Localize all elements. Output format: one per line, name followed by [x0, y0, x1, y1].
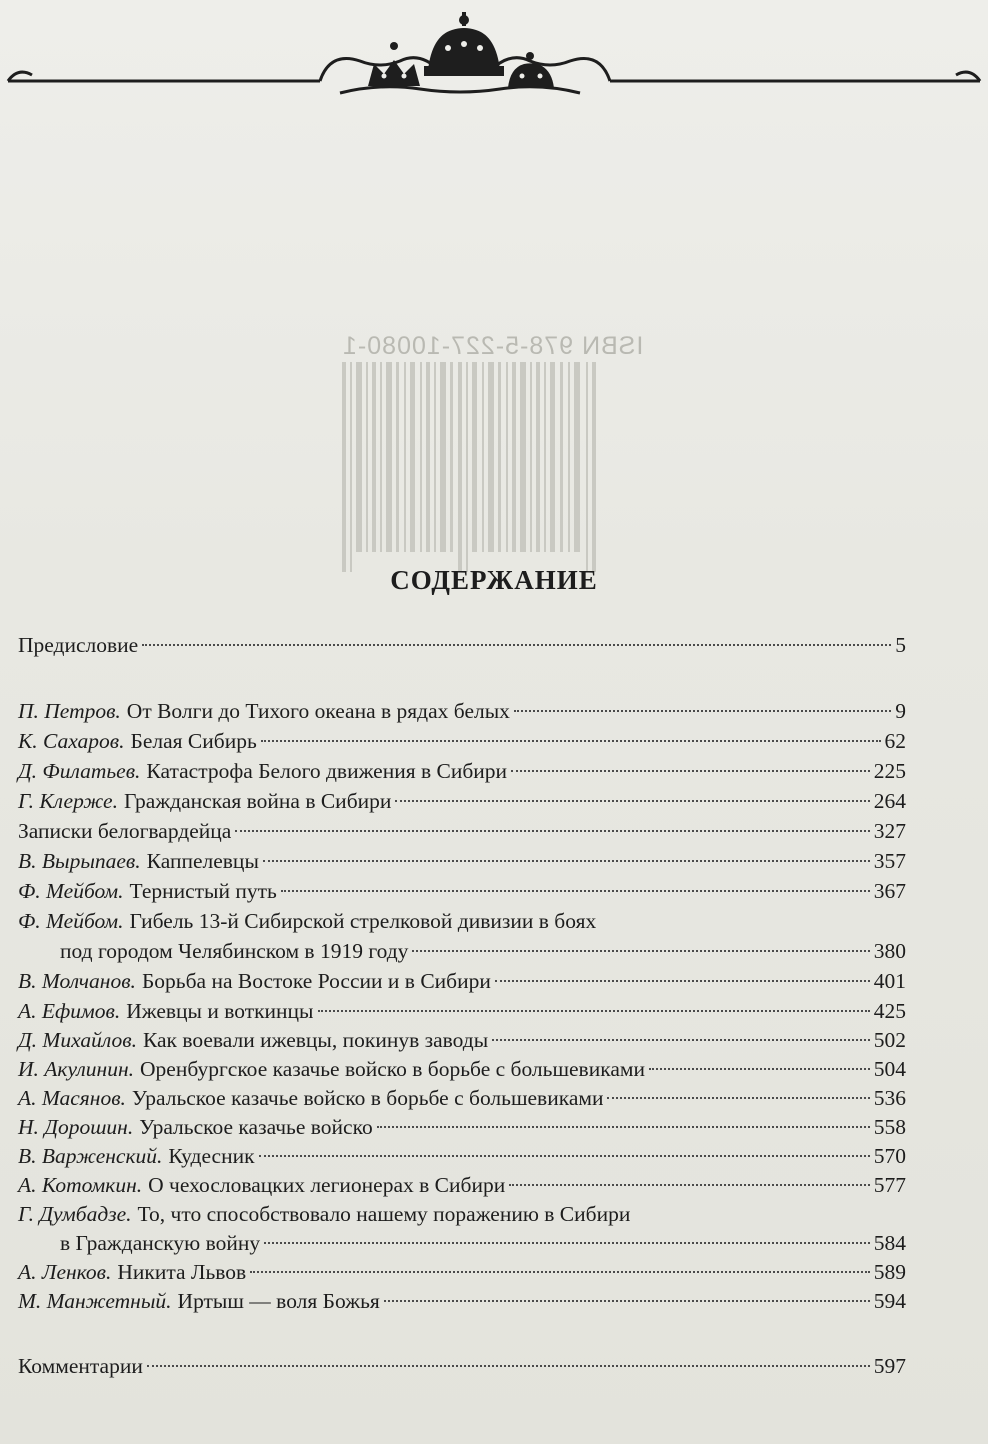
- toc-leader-dots: [147, 1365, 870, 1367]
- toc-leader-dots: [263, 860, 870, 862]
- barcode-show-through-icon: [342, 362, 602, 572]
- toc-entry: [18, 1257, 906, 1287]
- crown-ornament-icon: [0, 8, 988, 108]
- toc-author: Д. Михайлов.: [18, 1028, 137, 1052]
- toc-entry: [18, 786, 906, 816]
- toc-author: В. Варженский.: [18, 1144, 163, 1168]
- toc-author: И. Акулинин.: [18, 1057, 135, 1081]
- toc-author: Д. Филатьев.: [18, 759, 141, 783]
- toc-title: Уральское казачье войско: [139, 1115, 373, 1139]
- toc-page: 62: [884, 729, 906, 753]
- toc-leader-dots: [395, 800, 869, 802]
- toc-page: 401: [873, 969, 906, 993]
- toc-leader-dots: [250, 1271, 870, 1273]
- toc-entry: [18, 1170, 906, 1200]
- toc-title: Ижевцы и воткинцы: [126, 999, 314, 1023]
- toc-leader-dots: [649, 1068, 870, 1070]
- toc-title: Записки белогвардейца: [18, 819, 232, 843]
- toc-page: 367: [873, 879, 906, 903]
- toc-entry: [18, 1351, 906, 1381]
- toc-page: 357: [873, 849, 906, 873]
- toc-entry: [18, 1141, 906, 1171]
- toc-title: От Волги до Тихого океана в рядах белых: [126, 699, 510, 723]
- toc-entry: [18, 1025, 906, 1055]
- toc-title: Иртыш — воля Божья: [177, 1289, 380, 1313]
- toc-entry-second-line: [60, 1228, 906, 1258]
- toc-page: 577: [873, 1173, 906, 1197]
- toc-author: А. Ефимов.: [18, 999, 121, 1023]
- toc-page: 264: [873, 789, 906, 813]
- toc-page: 225: [873, 759, 906, 783]
- toc-entry-second-line: [60, 936, 906, 966]
- toc-leader-dots: [412, 950, 869, 952]
- toc-title: Гражданская война в Сибири: [123, 789, 392, 813]
- toc-leader-dots: [492, 1039, 870, 1041]
- toc-entry: [18, 1112, 906, 1142]
- toc-author: А. Масянов.: [18, 1086, 126, 1110]
- toc-title: То, что способствовало нашему поражению в Сибири: [137, 1202, 631, 1226]
- toc-page: 327: [873, 819, 906, 843]
- toc-title: Комментарии: [18, 1354, 143, 1378]
- toc-leader-dots: [261, 740, 881, 742]
- toc-entry: [18, 1083, 906, 1113]
- toc-title: Уральское казачье войско в борьбе с большевиками: [131, 1086, 604, 1110]
- toc-page: 380: [873, 939, 906, 963]
- toc-author: Г. Клерже.: [18, 789, 118, 813]
- toc-leader-dots: [264, 1242, 870, 1244]
- toc-page: 558: [873, 1115, 906, 1139]
- toc-entry: [18, 966, 906, 996]
- toc-author: Н. Дорошин.: [18, 1115, 134, 1139]
- toc-page: 594: [873, 1289, 906, 1313]
- toc-author: Г. Думбадзе.: [18, 1202, 132, 1226]
- toc-entry: [18, 816, 906, 846]
- toc-page: 584: [873, 1231, 906, 1255]
- toc-title: Никита Львов: [117, 1260, 247, 1284]
- toc-entry: [18, 726, 906, 756]
- toc-leader-dots: [607, 1097, 869, 1099]
- toc-author: Ф. Мейбом.: [18, 909, 124, 933]
- toc-title: Катастрофа Белого движения в Сибири: [146, 759, 508, 783]
- toc-leader-dots: [514, 710, 891, 712]
- toc-leader-dots: [318, 1010, 870, 1012]
- toc-page: 5: [895, 633, 906, 657]
- toc-leader-dots: [509, 1184, 870, 1186]
- toc-entry: [18, 756, 906, 786]
- toc-title: Кудесник: [168, 1144, 255, 1168]
- toc-entry: [18, 846, 906, 876]
- toc-page: 570: [873, 1144, 906, 1168]
- toc-leader-dots: [384, 1300, 870, 1302]
- toc-leader-dots: [495, 980, 870, 982]
- page-title: СОДЕРЖАНИЕ: [390, 565, 598, 595]
- toc-page: 502: [873, 1028, 906, 1052]
- toc-entry: [18, 1054, 906, 1084]
- toc-author: К. Сахаров.: [18, 729, 125, 753]
- toc-leader-dots: [377, 1126, 870, 1128]
- toc-page: 9: [895, 699, 906, 723]
- toc-title: Предисловие: [18, 633, 139, 657]
- toc-leader-dots: [235, 830, 869, 832]
- toc-leader-dots: [142, 644, 891, 646]
- toc-entry: [18, 1286, 906, 1316]
- toc-title: Как воевали ижевцы, покинув заводы: [142, 1028, 489, 1052]
- toc-title: О чехословацких легионерах в Сибири: [148, 1173, 506, 1197]
- toc-entry: [18, 630, 906, 660]
- toc-leader-dots: [259, 1155, 870, 1157]
- toc-author: В. Молчанов.: [18, 969, 136, 993]
- toc-title: Гибель 13-й Сибирской стрелковой дивизии в боях: [129, 909, 597, 933]
- toc-entry: [18, 996, 906, 1026]
- isbn-show-through: ISBN 978-5-227-10080-1: [342, 332, 644, 360]
- toc-title-continued: в Гражданскую войну: [60, 1231, 261, 1255]
- toc-entry-first-line: [18, 1199, 906, 1229]
- toc-entry: [18, 696, 906, 726]
- toc-leader-dots: [511, 770, 870, 772]
- toc-entry-first-line: [18, 906, 906, 936]
- toc-author: А. Котомкин.: [18, 1173, 143, 1197]
- toc-title-continued: под городом Челябинском в 1919 году: [60, 939, 409, 963]
- toc-author: А. Ленков.: [18, 1260, 112, 1284]
- toc-page: 597: [873, 1354, 906, 1378]
- toc-author: В. Вырыпаев.: [18, 849, 141, 873]
- toc-entry: [18, 876, 906, 906]
- toc-title: Тернистый путь: [129, 879, 277, 903]
- toc-page: 589: [873, 1260, 906, 1284]
- toc-author: Ф. Мейбом.: [18, 879, 124, 903]
- toc-title: Белая Сибирь: [130, 729, 257, 753]
- toc-author: П. Петров.: [18, 699, 121, 723]
- toc-title: Каппелевцы: [146, 849, 259, 873]
- toc-title: Оренбургское казачье войско в борьбе с большевиками: [140, 1057, 645, 1081]
- toc-author: М. Манжетный.: [18, 1289, 172, 1313]
- toc-page: 504: [873, 1057, 906, 1081]
- toc-page: 425: [873, 999, 906, 1023]
- toc-leader-dots: [281, 890, 870, 892]
- toc-page: 536: [873, 1086, 906, 1110]
- toc-title: Борьба на Востоке России и в Сибири: [141, 969, 491, 993]
